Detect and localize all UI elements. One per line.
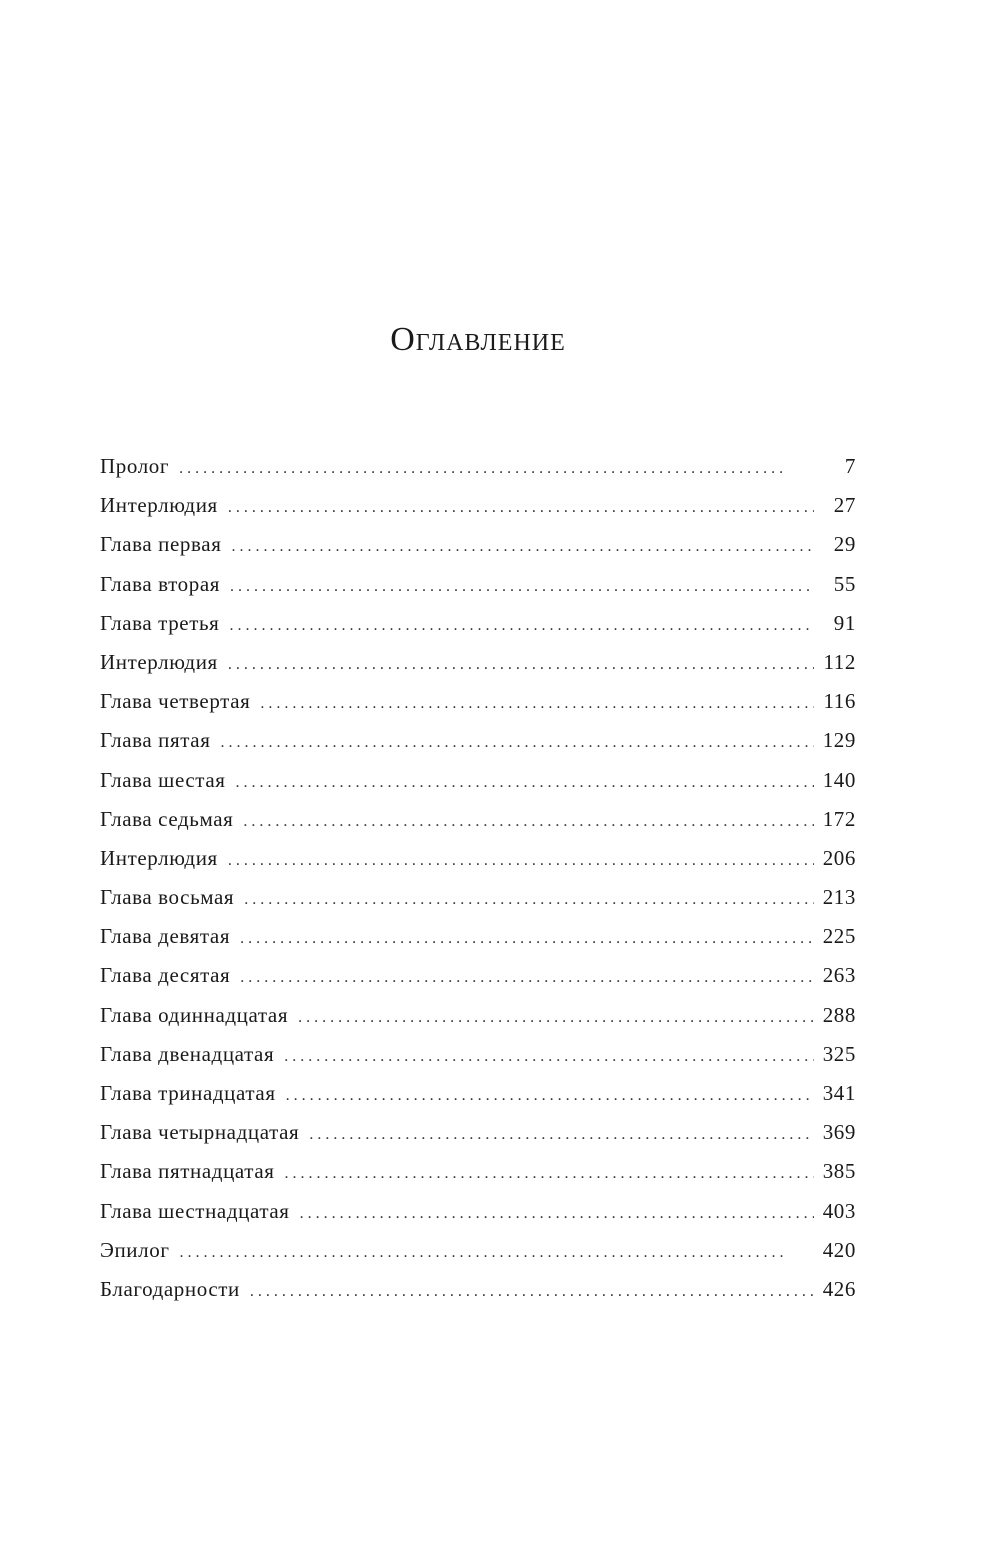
toc-entry-label: Глава третья (100, 610, 220, 635)
toc-entry-label: Глава одиннадцатая (100, 1002, 289, 1027)
dot-leader (236, 763, 814, 802)
dot-leader (286, 1076, 814, 1115)
toc-entry-page-number: 369 (822, 1120, 856, 1145)
toc-entry (100, 878, 856, 917)
dot-leader (243, 802, 814, 841)
toc-entry (100, 1074, 856, 1113)
toc-entry-page-number: 385 (822, 1159, 856, 1184)
dot-leader (298, 998, 814, 1037)
dot-leader (179, 449, 814, 488)
toc-entry-page-number: 91 (833, 610, 856, 635)
toc-entry (100, 604, 856, 643)
toc-entry-page-number: 206 (822, 845, 856, 870)
dot-leader (240, 958, 814, 997)
toc-entry-page-number: 263 (822, 963, 856, 988)
dot-leader (300, 1194, 814, 1233)
dot-leader (240, 919, 814, 958)
toc-entry (100, 800, 856, 839)
toc-entry-label: Эпилог (100, 1237, 170, 1262)
toc-entry-label: Глава четвертая (100, 689, 251, 714)
toc-entry-page-number: 172 (822, 806, 856, 831)
page-title: Оглавление (390, 321, 566, 358)
toc-entry-label: Глава шестая (100, 767, 226, 792)
dot-leader (180, 1233, 814, 1272)
toc-entry-label: Интерлюдия (100, 845, 218, 870)
toc-entry-page-number: 213 (822, 885, 856, 910)
toc-entry-page-number: 403 (822, 1198, 856, 1223)
toc-entry-label: Глава двенадцатая (100, 1041, 275, 1066)
toc-entry-label: Глава шестнадцатая (100, 1198, 290, 1223)
dot-leader (228, 488, 814, 527)
toc-entry (100, 565, 856, 604)
toc-entry-label: Глава первая (100, 532, 222, 557)
toc-entry-label: Глава четырнадцатая (100, 1120, 300, 1145)
toc-entry (100, 525, 856, 564)
toc-entry-page-number: 27 (833, 493, 856, 518)
toc-entry-page-number: 129 (822, 728, 856, 753)
toc-entry (100, 956, 856, 995)
toc-entry-label: Глава восьмая (100, 885, 235, 910)
toc-entry-label: Пролог (100, 454, 170, 478)
toc-entry (100, 486, 856, 525)
toc-entry (100, 839, 856, 878)
toc-entry-page-number: 225 (822, 924, 856, 949)
toc-entry (100, 1231, 856, 1270)
toc-entry (100, 721, 856, 760)
dot-leader (260, 684, 814, 723)
toc-entry-page-number: 112 (823, 649, 856, 674)
toc-entry (100, 917, 856, 956)
dot-leader (309, 1115, 814, 1154)
toc-entry-page-number: 341 (822, 1081, 856, 1105)
dot-leader (229, 606, 814, 645)
toc-entry-page-number: 426 (822, 1276, 856, 1301)
toc-entry-label: Глава седьмая (100, 806, 234, 831)
dot-leader (228, 645, 814, 684)
table-of-contents (100, 447, 856, 1309)
dot-leader (230, 567, 814, 606)
toc-entry (100, 1192, 856, 1231)
toc-entry-label: Глава вторая (100, 571, 221, 596)
toc-entry (100, 1152, 856, 1191)
toc-entry-page-number: 29 (833, 532, 856, 557)
toc-entry-page-number: 325 (822, 1041, 856, 1066)
dot-leader (244, 880, 814, 919)
toc-entry-label: Глава пятая (100, 728, 211, 753)
toc-entry-label: Интерлюдия (100, 493, 218, 518)
toc-entry-page-number: 116 (823, 689, 856, 714)
toc-entry-label: Глава девятая (100, 924, 231, 949)
dot-leader (250, 1272, 814, 1311)
toc-entry (100, 1035, 856, 1074)
toc-entry-page-number: 140 (822, 767, 856, 792)
toc-entry-label: Глава тринадцатая (100, 1081, 276, 1105)
dot-leader (284, 1037, 814, 1076)
toc-entry (100, 996, 856, 1035)
toc-entry (100, 761, 856, 800)
toc-entry-label: Интерлюдия (100, 649, 218, 674)
toc-entry-page-number: 288 (822, 1002, 856, 1027)
toc-entry-page-number: 55 (833, 571, 856, 596)
toc-entry-page-number: 420 (822, 1237, 856, 1262)
toc-entry-label: Глава десятая (100, 963, 231, 988)
dot-leader (231, 527, 814, 566)
toc-entry (100, 1270, 856, 1309)
toc-entry (100, 1113, 856, 1152)
dot-leader (228, 841, 814, 880)
toc-entry (100, 682, 856, 721)
toc-entry (100, 447, 856, 486)
toc-entry (100, 643, 856, 682)
toc-entry-label: Глава пятнадцатая (100, 1159, 275, 1184)
dot-leader (285, 1154, 814, 1193)
dot-leader (220, 723, 814, 762)
toc-entry-page-number: 7 (844, 454, 856, 478)
toc-entry-label: Благодарности (100, 1276, 240, 1301)
